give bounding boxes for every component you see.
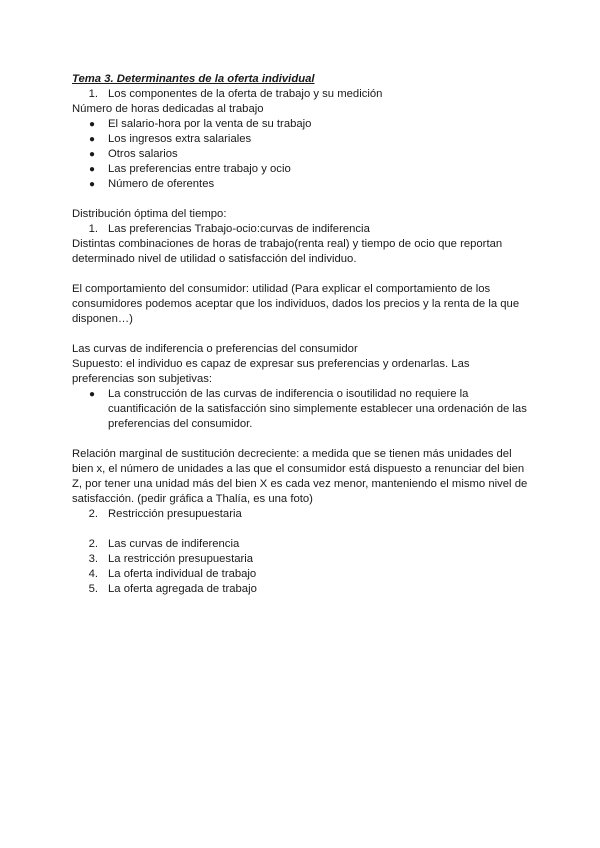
item-number: 1. (88, 88, 98, 100)
paragraph-relacion: Relación marginal de sustitución decreciente: a medida que se tienen más unidades del bien x, el número de unidades a las que el consumidor está dispuesto a renunciar del bien Z, por tener una unidad más del bien X es cada vez menor, manteniendo el mismo nivel de satisfacción. (pedir gráfica a Thalía, es una foto) (72, 448, 528, 505)
bullet-icon: ● (88, 119, 96, 130)
item-number: 4. (88, 568, 98, 580)
item-text: Los componentes de la oferta de trabajo y su medición (108, 88, 383, 100)
bullet-icon: ● (88, 389, 96, 400)
spacer (72, 522, 532, 537)
numbered-item (72, 222, 532, 237)
paragraph-supuesto: Supuesto: el individuo es capaz de expresar sus preferencias y ordenarlas. Las preferencias son subjetivas: (72, 358, 470, 385)
bullet-item (72, 117, 532, 132)
paragraph-comportamiento: El comportamiento del consumidor: utilidad (Para explicar el comportamiento de los consumidores podemos aceptar que los individuos, dados los precios y la renta de la que disponen…) (72, 283, 520, 325)
bullet-text: Las preferencias entre trabajo y ocio (108, 163, 291, 175)
spacer (72, 267, 532, 282)
item-text: Las curvas de indiferencia (108, 538, 240, 550)
bullet-icon: ● (88, 149, 96, 160)
bullet-text: Otros salarios (108, 148, 178, 160)
bullet-item (72, 132, 532, 147)
bullet-icon: ● (88, 164, 96, 175)
spacer (72, 192, 532, 207)
numbered-item (72, 552, 532, 567)
bullet-item (72, 147, 532, 162)
bullet-text: La construcción de las curvas de indiferencia o isoutilidad no requiere la cuantificación de la satisfacción sino simplemente establecer una ordenación de las preferencias del consumidor. (108, 388, 527, 430)
bullet-text: Número de oferentes (108, 178, 215, 190)
bullet-text: Los ingresos extra salariales (108, 133, 252, 145)
paragraph-curvas: Las curvas de indiferencia o preferencias del consumidor (72, 343, 358, 355)
item-number: 3. (88, 553, 98, 565)
bullet-icon: ● (88, 179, 96, 190)
numbered-item (72, 87, 532, 102)
numbered-item (72, 582, 532, 597)
item-text: Las preferencias Trabajo-ocio:curvas de indiferencia (108, 223, 370, 235)
paragraph-horas: Número de horas dedicadas al trabajo (72, 103, 264, 115)
item-number: 2. (88, 508, 98, 520)
item-text: Restricción presupuestaria (108, 508, 242, 520)
item-number: 5. (88, 583, 98, 595)
spacer (72, 327, 532, 342)
bullet-icon: ● (88, 134, 96, 145)
bullet-item (72, 177, 532, 192)
item-text: La restricción presupuestaria (108, 553, 254, 565)
bullet-text: El salario-hora por la venta de su trabajo (108, 118, 312, 130)
numbered-item (72, 567, 532, 582)
bullet-item (72, 387, 532, 432)
document-body (72, 72, 532, 597)
bullet-item (72, 162, 532, 177)
section-title: Tema 3. Determinantes de la oferta individual (72, 73, 315, 85)
numbered-item (72, 537, 532, 552)
paragraph-distribucion: Distribución óptima del tiempo: (72, 208, 227, 220)
item-number: 2. (88, 538, 98, 550)
paragraph-distintas: Distintas combinaciones de horas de trabajo(renta real) y tiempo de ocio que reportan determinado nivel de utilidad o satisfacción del individuo. (72, 238, 503, 265)
item-number: 1. (88, 223, 98, 235)
spacer (72, 432, 532, 447)
item-text: La oferta agregada de trabajo (108, 583, 257, 595)
numbered-item (72, 507, 532, 522)
item-text: La oferta individual de trabajo (108, 568, 257, 580)
